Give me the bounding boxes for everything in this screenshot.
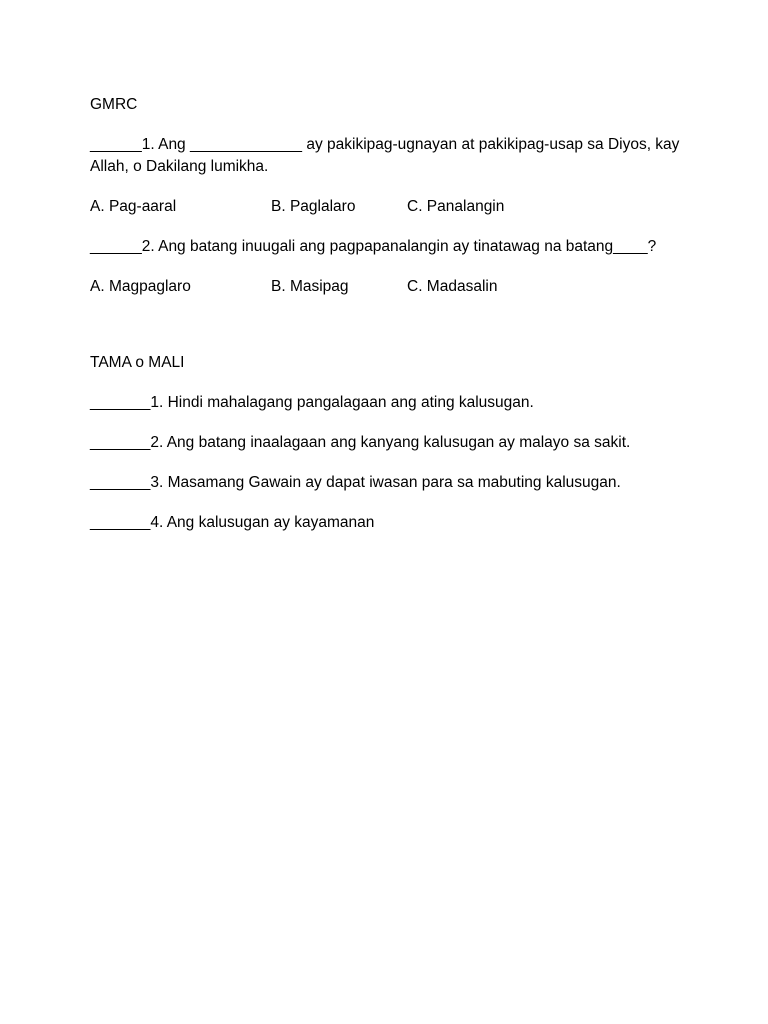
tf-item-2: _______2. Ang batang inaalagaan ang kanyang kalusugan ay malayo sa sakit. [90, 434, 631, 451]
tf-item-1: _______1. Hindi mahalagang pangalagaan ang ating kalusugan. [90, 394, 534, 411]
tf-item-3: _______3. Masamang Gawain ay dapat iwasan para sa mabuting kalusugan. [90, 474, 621, 491]
question-1: ______1. Ang _____________ ay pakikipag-ugnayan at pakikipag-usap sa Diyos, kay Allah, o Dakilang lumikha. [90, 136, 680, 175]
question-2: ______2. Ang batang inuugali ang pagpapanalangin ay tinatawag na batang____? [90, 238, 657, 255]
choice-c: C. Panalangin [407, 198, 505, 215]
section-spacer [90, 316, 690, 352]
question-1-choices [90, 196, 690, 218]
choice-c: C. Madasalin [407, 278, 498, 295]
choice-b: B. Paglalaro [271, 198, 356, 215]
section-title-tama-o-mali: TAMA o MALI [90, 354, 185, 371]
document-page [90, 94, 690, 552]
choice-b: B. Masipag [271, 278, 349, 295]
section-title-gmrc: GMRC [90, 96, 138, 113]
tf-item-4: _______4. Ang kalusugan ay kayamanan [90, 514, 375, 531]
question-2-choices [90, 276, 690, 298]
choice-a: A. Pag-aaral [90, 198, 177, 215]
choice-a: A. Magpaglaro [90, 278, 191, 295]
